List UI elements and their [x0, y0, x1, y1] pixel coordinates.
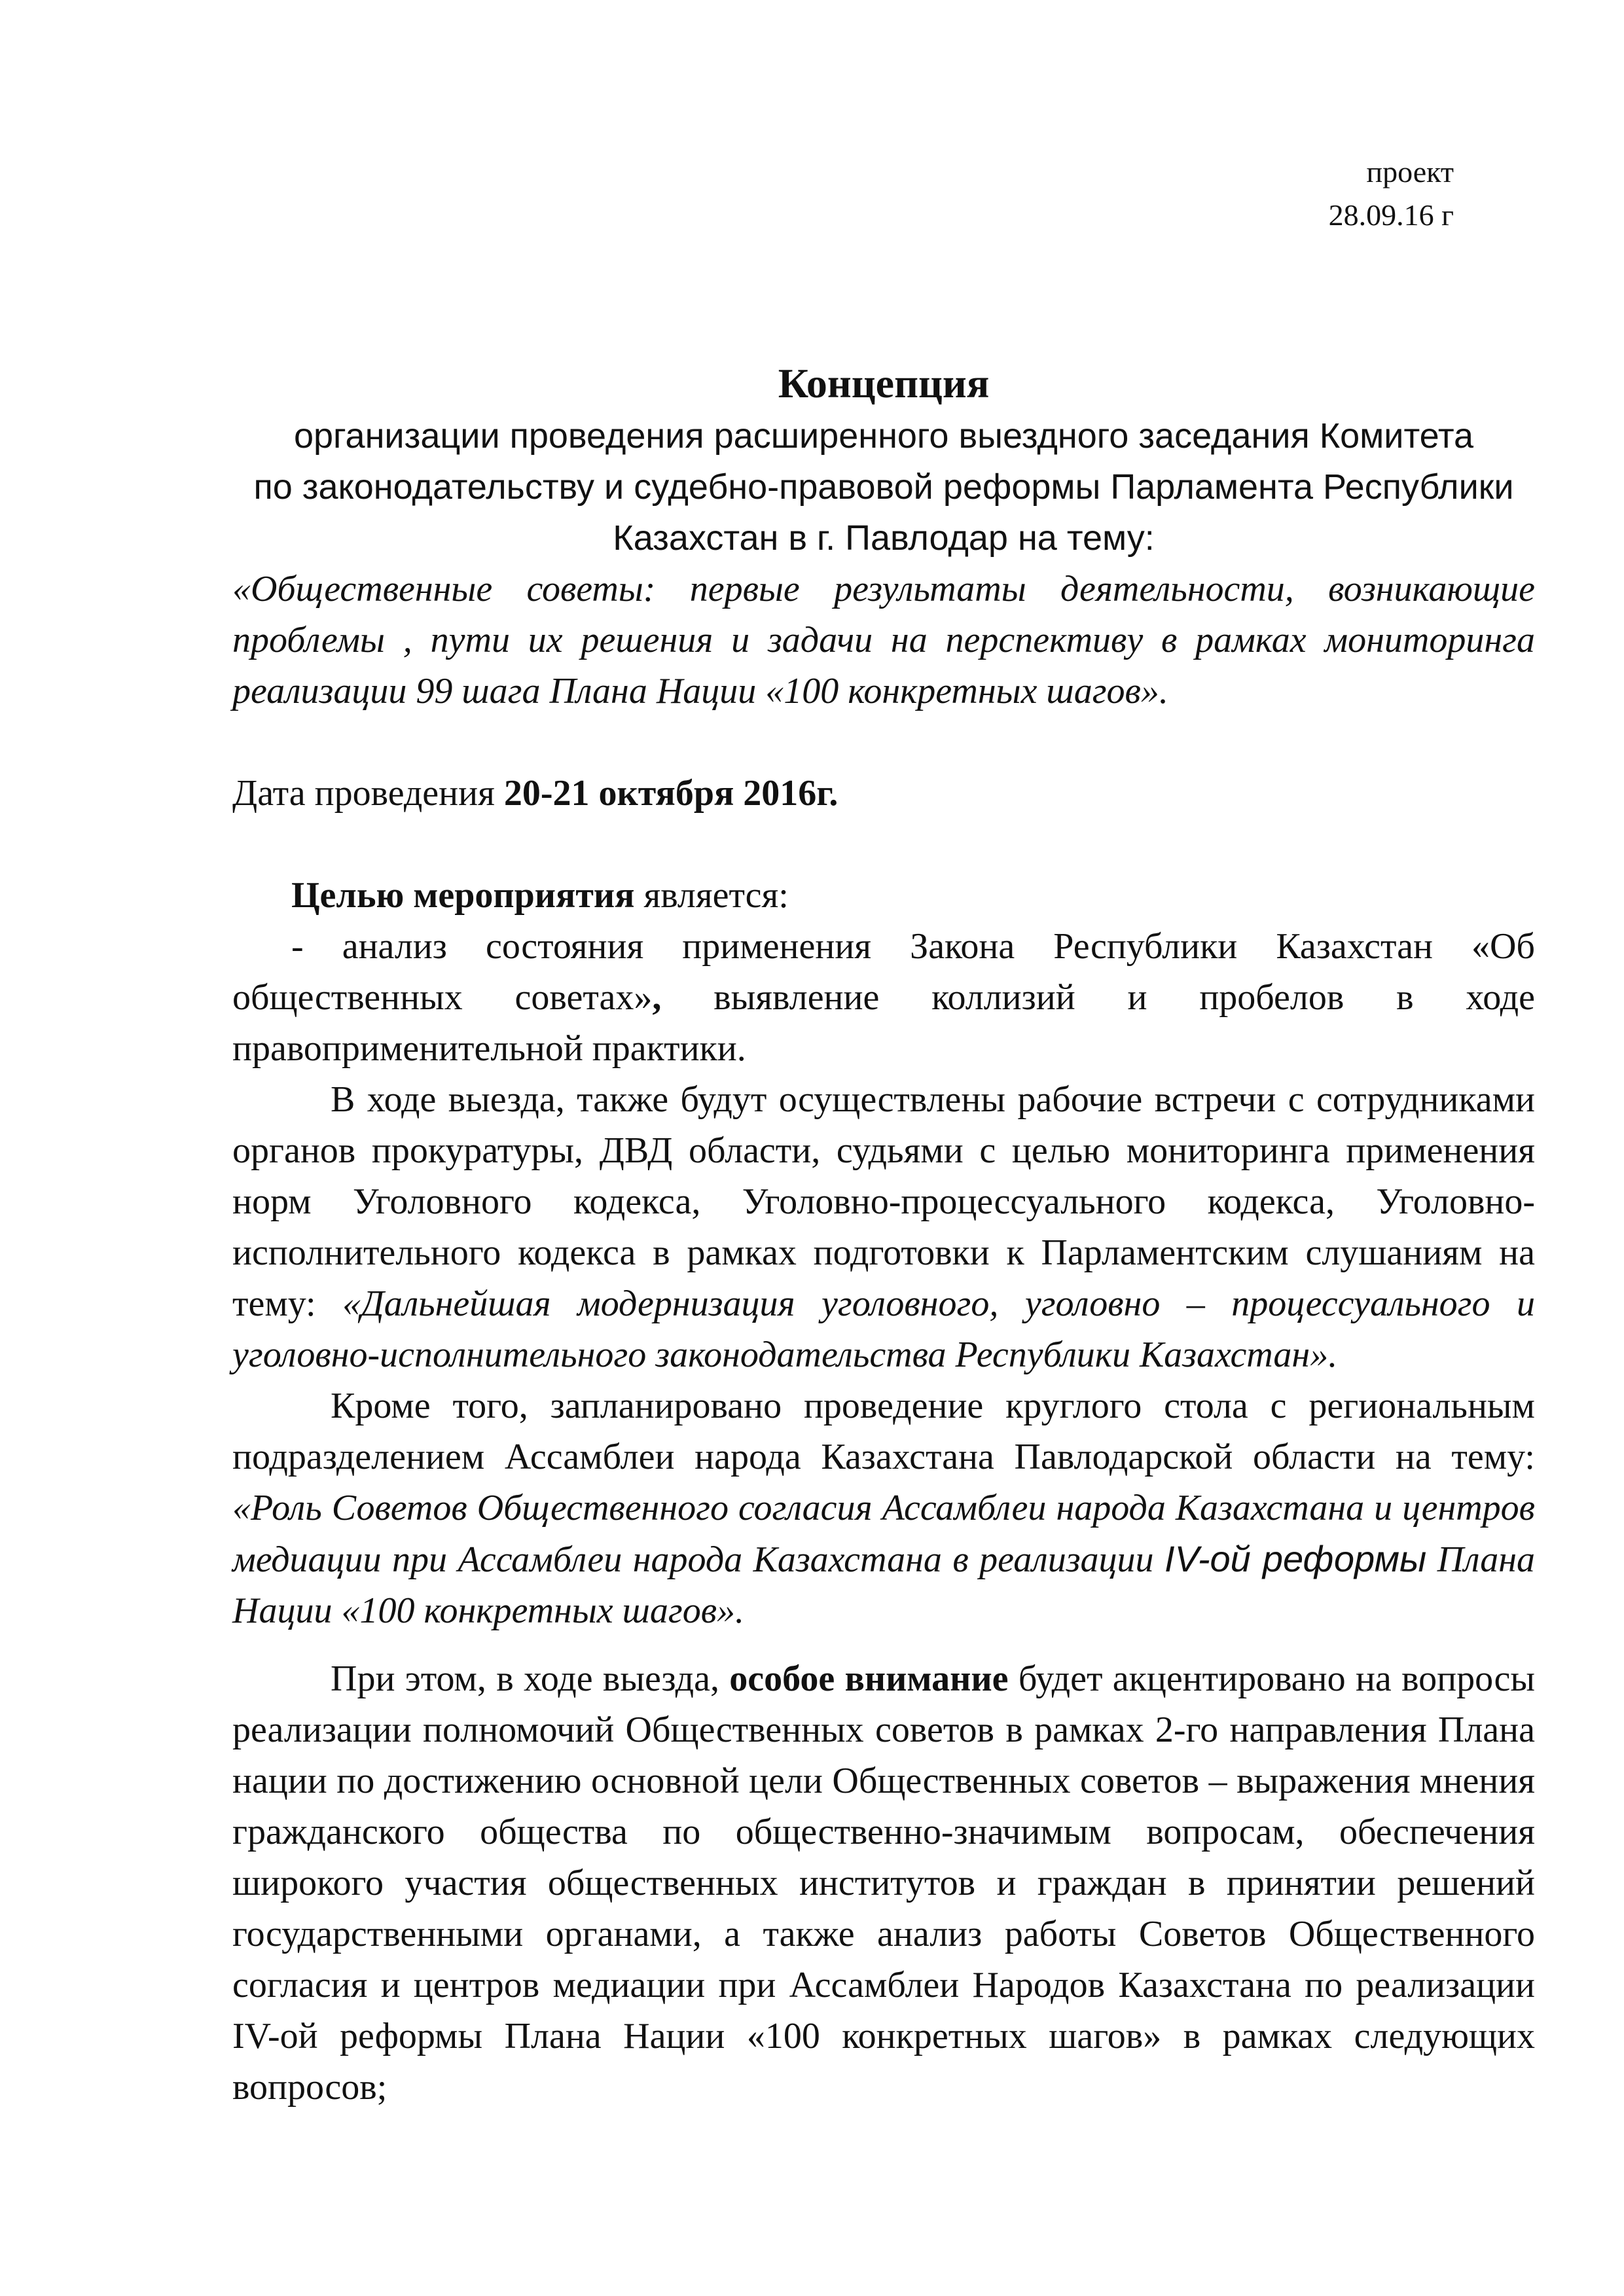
- event-date-line: [232, 768, 1535, 819]
- subtitle-line: Казахстан в г. Павлодар на тему:: [613, 518, 1155, 558]
- subtitle-line: по законодательству и судебно-правовой реформы Парламента Республики: [253, 467, 1514, 507]
- goal-item: [232, 921, 1535, 1074]
- draft-date: 28.09.16 г: [1328, 198, 1454, 232]
- subtitle-line: организации проведения расширенного выездного заседания Комитета: [293, 416, 1473, 456]
- goal-label: Целью мероприятия: [291, 875, 635, 916]
- meetings-topic: «Дальнейшая модернизация уголовного, уголовно – процессуального и уголовно-исполнительного законодательства Республики Казахстан».: [232, 1283, 1535, 1375]
- roundtable-topic-part1: «Роль Советов Общественного согласия Ассамблеи народа Казахстана и центров медиации при Ассамблеи народа Казахстана в реализации: [232, 1488, 1535, 1580]
- event-date-value: 20-21 октября 2016г.: [503, 773, 839, 814]
- goal-suffix: является:: [634, 875, 789, 916]
- event-date-label: Дата проведения: [232, 773, 504, 814]
- attention-paragraph: [232, 1653, 1535, 2113]
- draft-stamp: [1329, 151, 1454, 237]
- roundtable-text: Кроме того, запланировано проведение круглого стола с региональным подразделением Ассамблеи народа Казахстана Павлодарской области на тему:: [232, 1386, 1535, 1477]
- attention-emphasis: особое внимание: [729, 1659, 1009, 1699]
- meetings-paragraph: [232, 1074, 1535, 1380]
- roundtable-topic-reform: IV-ой реформы: [1164, 1538, 1427, 1579]
- goal-item-part1: - анализ состояния применения Закона Республики Казахстан «Об общественных советах»: [232, 926, 1535, 1018]
- goal-heading: [232, 870, 1535, 921]
- attention-prefix: При этом, в ходе выезда,: [331, 1659, 730, 1699]
- roundtable-topic-part2: Плана Нации «100 конкретных шагов».: [232, 1539, 1535, 1631]
- document-body: [232, 357, 1535, 2113]
- document-subtitle: [232, 410, 1535, 564]
- document-title: Концепция: [778, 360, 990, 406]
- draft-status: проект: [1366, 155, 1454, 188]
- meetings-text: В ходе выезда, также будут осуществлены рабочие встречи с сотрудниками органов прокуратуры, ДВД области, судьями с целью мониторинга применения норм Уголовного кодекса, Уголовно-процессуального кодекса, Уголовно-исполнительного кодекса в рамках подготовки к Парламентским слушаниям на тему:: [232, 1079, 1535, 1324]
- goal-item-comma: ,: [652, 977, 662, 1018]
- attention-text: будет акцентировано на вопросы реализации полномочий Общественных советов в рамках 2-го направления Плана нации по достижению основной цели Общественных советов – выражения мнения гражданского общества по общественно-значимым вопросам, обеспечения широкого участия общественных институтов и граждан в принятии решений государственными органами, а также анализ работы Советов Общественного согласия и центров медиации при Ассамблеи Народов Казахстана по реализации IV-ой реформы Плана Нации «100 конкретных шагов» в рамках следующих вопросов;: [232, 1659, 1535, 2108]
- roundtable-paragraph: [232, 1380, 1535, 1636]
- meeting-theme: «Общественные советы: первые результаты деятельности, возникающие проблемы , пути их решения и задачи на перспективу в рамках мониторинга реализации 99 шага Плана Нации «100 конкретных шагов».: [232, 569, 1535, 711]
- goal-item-part2: выявление коллизий и пробелов в ходе правоприменительной практики.: [232, 977, 1535, 1069]
